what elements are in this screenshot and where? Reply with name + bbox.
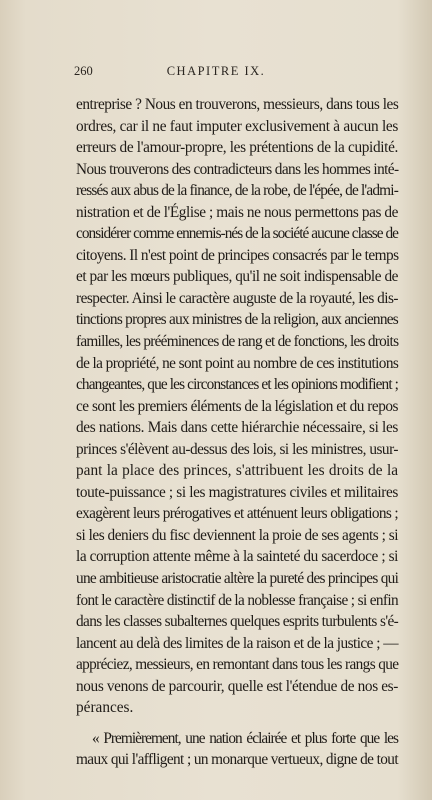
text-line: ordres, car il ne faut imputer exclusivement à aucun les: [76, 117, 399, 135]
text-line: appréciez, messieurs, en remontant dans tous les rangs que: [76, 656, 399, 674]
running-head: CHAPITRE IX.: [166, 64, 266, 78]
text-line: familles, les prééminences de rang et de fonctions, les droits: [76, 333, 399, 351]
text-line: pérances.: [76, 699, 134, 717]
text-line: entreprise ? Nous en trouverons, messieurs, dans tous les: [76, 96, 399, 113]
text-line: de la propriété, ne sont point au nombre de ces institutions: [76, 354, 399, 372]
text-line: citoyens. Il n'est point de principes consacrés par le temps: [76, 246, 399, 264]
text-line: nous venons de parcourir, quelle est l'étendue de nos es-: [76, 677, 398, 695]
text-line: dans les classes subalternes quelques esprits turbulents s'é-: [76, 613, 399, 631]
text-line: si les deniers du fisc deviennent la proie de ses agents ; si: [76, 526, 398, 544]
text-line: exagèrent leurs prérogatives et atténuent leurs obligations ;: [76, 505, 398, 523]
text-line: considérer comme ennemis-nés de la société aucune classe de: [76, 225, 399, 243]
text-line: Nous trouverons des contradicteurs dans les hommes inté-: [76, 160, 399, 178]
text-line: respecter. Ainsi le caractère auguste de la royauté, les dis-: [76, 289, 398, 307]
text-line: lancent au delà des limites de la raison et de la justice ; —: [76, 634, 398, 652]
text-line: changeantes, que les circonstances et les opinions modifient ;: [76, 376, 399, 394]
text-line: font le caractère distinctif de la noblesse française ; si enfin: [76, 591, 398, 609]
paragraph-1: [76, 94, 398, 719]
text-line: tinctions propres aux ministres de la religion, aux anciennes: [76, 311, 398, 329]
text-line: la corruption attente même à la sainteté du sacerdoce ; si: [76, 548, 398, 566]
text-line: « Premièrement, une nation éclairée et plus forte que les: [92, 729, 398, 747]
paragraph-spacer: [76, 719, 398, 728]
text-line: toute-puissance ; si les magistratures civiles et militaires: [76, 483, 398, 501]
text-line: maux qui l'affligent ; un monarque vertueux, digne de tout: [76, 751, 398, 769]
text-line: pant la place des princes, s'attribuent les droits de la: [76, 462, 398, 480]
text-line: une ambitieuse aristocratie altère la pureté des principes qui: [76, 570, 399, 588]
text-line: ressés aux abus de la finance, de la robe, de l'épée, de l'admi-: [76, 182, 398, 200]
text-line: et par les mœurs publiques, qu'il ne soit indispensable de: [76, 268, 398, 286]
text-line: princes s'élèvent au-dessus des lois, si les ministres, usur-: [76, 440, 398, 458]
text-line: erreurs de l'amour-propre, les prétentions de la cupidité.: [76, 139, 398, 157]
paragraph-2: [76, 728, 398, 771]
page-number: 260: [74, 64, 93, 78]
text-line: des nations. Mais dans cette hiérarchie nécessaire, si les: [76, 419, 398, 437]
text-line: ce sont les premiers éléments de la législation et du repos: [76, 397, 398, 415]
page-header: [0, 64, 432, 84]
text-line: nistration et de l'Église ; mais ne nous permettons pas de: [76, 203, 399, 221]
body-text: [76, 94, 398, 771]
